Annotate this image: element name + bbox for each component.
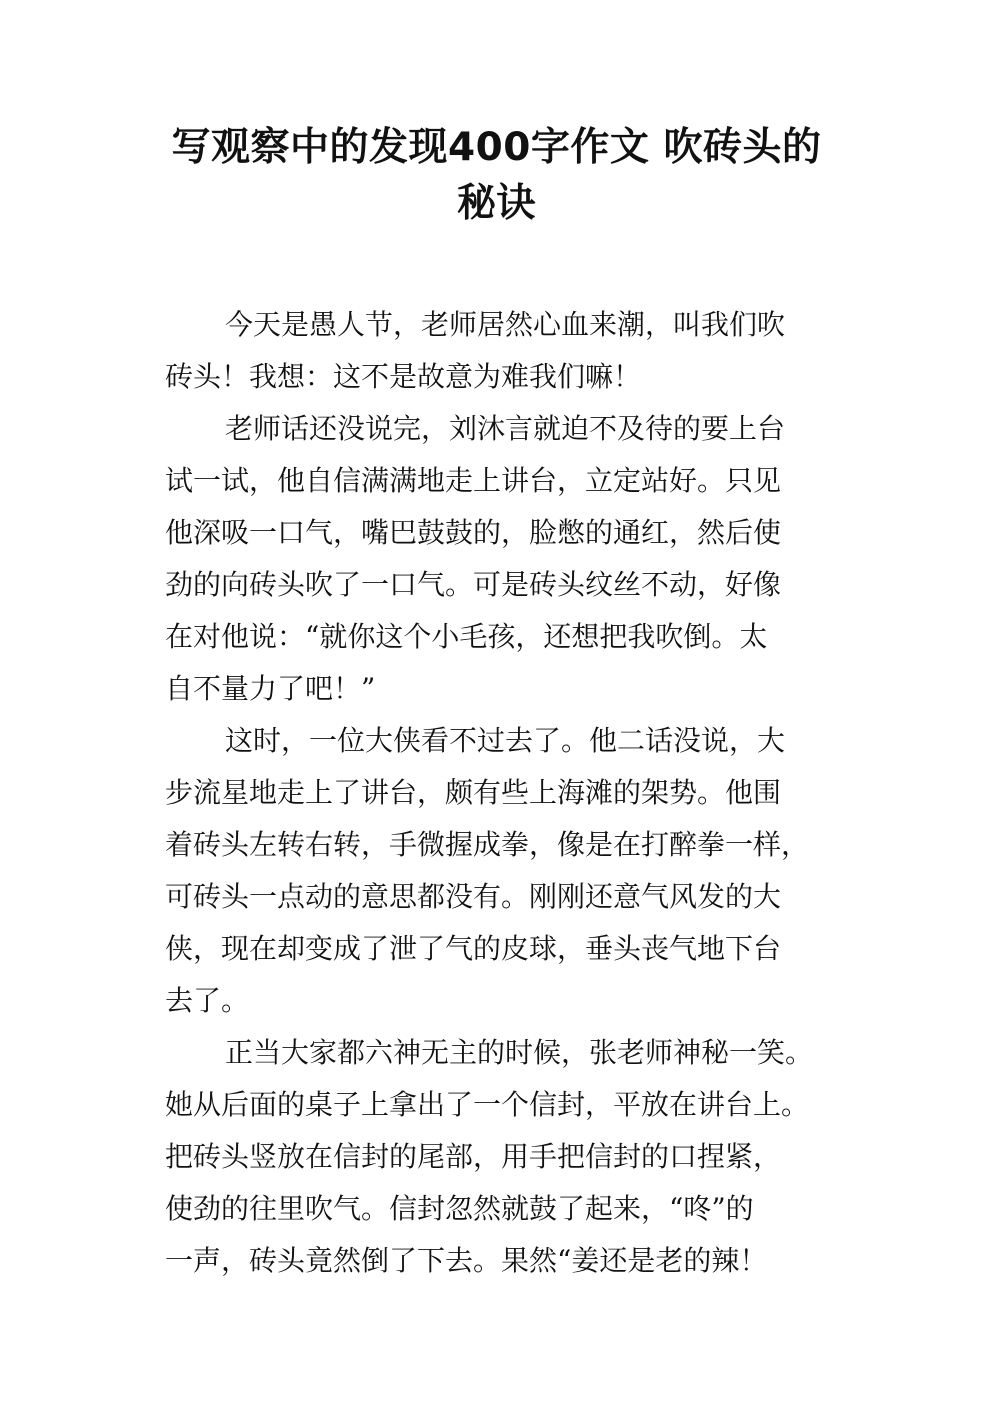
paragraph-line: 劲的向砖头吹了一口气。可是砖头纹丝不动，好像 [165, 568, 782, 601]
paragraph-line: 这时，一位大侠看不过去了。他二话没说，大 [225, 724, 786, 757]
paragraph-line: 在对他说：“就你这个小毛孩，还想把我吹倒。太 [165, 620, 768, 653]
title-line-1: 写观察中的发现400字作文 吹砖头的 [171, 125, 822, 170]
paragraph-line: 正当大家都六神无主的时候，张老师神秘一笑。 [225, 1036, 814, 1069]
paragraph-line: 今天是愚人节，老师居然心血来潮，叫我们吹 [225, 308, 786, 341]
document-body [165, 299, 845, 1287]
paragraph-line: 老师话还没说完，刘沐言就迫不及待的要上台 [225, 412, 786, 445]
paragraph-line: 他深吸一口气，嘴巴鼓鼓的，脸憋的通红，然后使 [165, 516, 782, 549]
paragraph-line: 把砖头竖放在信封的尾部，用手把信封的口捏紧， [165, 1140, 782, 1173]
paragraph-line: 侠，现在却变成了泄了气的皮球，垂头丧气地下台 [165, 932, 782, 965]
paragraph-line: 一声，砖头竟然倒了下去。果然“姜还是老的辣！ [165, 1244, 768, 1277]
document-title [150, 120, 843, 232]
title-line-2: 秘诀 [456, 181, 536, 226]
paragraph-3 [165, 715, 845, 1027]
paragraph-1 [165, 299, 845, 403]
paragraph-line: 步流星地走上了讲台，颇有些上海滩的架势。他围 [165, 776, 782, 809]
paragraph-line: 试一试，他自信满满地走上讲台，立定站好。只见 [165, 464, 782, 497]
paragraph-line: 可砖头一点动的意思都没有。刚刚还意气风发的大 [165, 880, 782, 913]
paragraph-line: 去了。 [165, 984, 250, 1017]
paragraph-2 [165, 403, 845, 715]
paragraph-line: 使劲的往里吹气。信封忽然就鼓了起来，“咚”的 [165, 1192, 754, 1225]
paragraph-line: 她从后面的桌子上拿出了一个信封，平放在讲台上。 [165, 1088, 810, 1121]
paragraph-line: 着砖头左转右转，手微握成拳，像是在打醉拳一样， [165, 828, 810, 861]
paragraph-line: 自不量力了吧！” [165, 672, 376, 705]
paragraph-line: 砖头！我想：这不是故意为难我们嘛！ [165, 360, 642, 393]
paragraph-4 [165, 1027, 845, 1287]
